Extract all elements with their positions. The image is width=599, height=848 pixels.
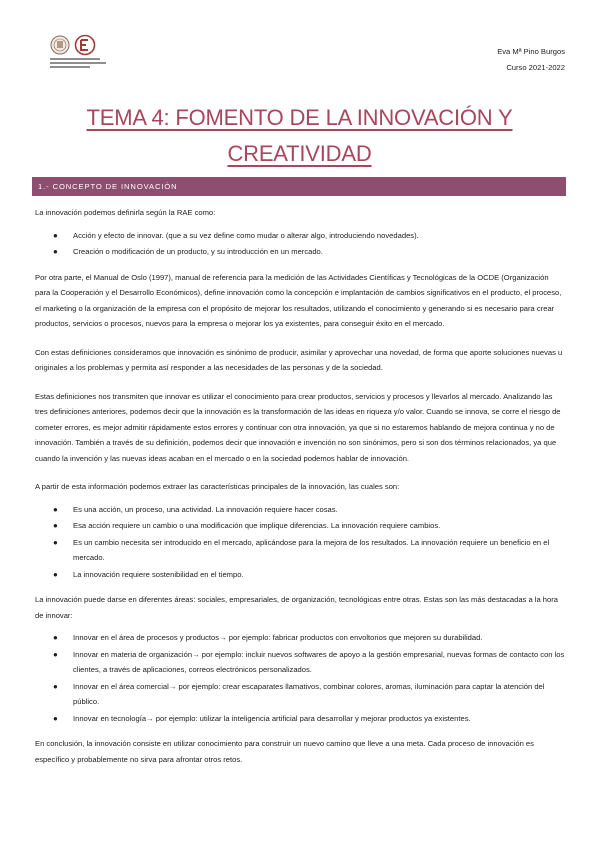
section-heading: 1.- CONCEPTO DE INNOVACIÓN — [32, 177, 566, 196]
innovation-areas-list — [35, 630, 565, 726]
page-title — [40, 100, 559, 172]
paragraph-analysis: Estas definiciones nos transmiten que innovar es utilizar el conocimiento para crear productos, servicios y procesos y llevarlos al mercado. Analizando las tres definiciones anteriores, podemos decir que la innovación es la transformación de las ideas en riqueza y/o valor. Cuando se innova, se corre el riesgo de cometer errores, es mejor admitir rápidamente estos errores y continuar con otra innovación, ya que si no estaremos hablando de mejora continua y no de innovación. También a través de su definición, podemos decir que innovación e invención no son sinónimos, pero si son dos términos relacionados, ya que cuando la invención y las nuevas ideas acaban en el mercado o en la sociedad podemos hablar de innovación. — [35, 391, 561, 463]
paragraph-oslo-manual: Por otra parte, el Manual de Oslo (1997), manual de referencia para la medición de las Actividades Científicas y Tecnológicas de la OCDE (Organización para la Cooperación y el Desarrollo Económicos), define innovación como la concepción e implantación de cambios significativos en el producto, el proceso, el marketing o la organización de la empresa con el propósito de mejorar los resultados, utilizando el conocimiento y generando si es necesario para crear productos, servicios o procesos, nuevos para la empresa o mejorar los ya existentes, para conseguir éxito en el mercado. — [35, 272, 562, 328]
document-body — [35, 205, 565, 780]
paragraph-areas-intro: La innovación puede darse en diferentes áreas: sociales, empresariales, de organización, tecnológicas entre otras. Estas son las más destacadas a la hora de innovar: — [35, 595, 559, 620]
list-item — [35, 711, 565, 727]
bullet-icon: ● — [53, 230, 58, 240]
bullet-icon: ● — [53, 569, 58, 579]
paragraph-rae-intro: La innovación podemos definirla según la RAE como: — [35, 208, 216, 217]
list-item — [35, 679, 565, 710]
bullet-icon: ● — [53, 537, 58, 547]
list-item — [35, 630, 565, 646]
course-year: Curso 2021-2022 — [506, 63, 565, 72]
list-item — [35, 647, 565, 678]
list-item — [35, 228, 565, 244]
paragraph-characteristics-intro: A partir de esta información podemos extraer las características principales de la innovación, las cuales son: — [35, 482, 400, 491]
bullet-icon: ● — [53, 649, 58, 659]
list-item — [35, 567, 565, 583]
author-name: Eva Mª Pino Burgos — [497, 47, 565, 56]
university-logo — [50, 33, 124, 71]
document-header — [497, 44, 565, 76]
bullet-icon: ● — [53, 681, 58, 691]
bullet-icon: ● — [53, 504, 58, 514]
list-item-text: Innovar en el área de procesos y productos→ por ejemplo: fabricar productos con envoltorios que mejoren su durabilidad. — [73, 633, 483, 642]
list-item-text: Innovar en el área comercial→ por ejemplo: crear escaparates llamativos, combinar colores, aromas, iluminación para captar la atención del público. — [73, 681, 545, 706]
list-item-text: Es un cambio necesita ser introducido en el mercado, aplicándose para la mejora de los resultados. La innovación requiere un beneficio en el mercado. — [73, 537, 550, 562]
list-item-text: Innovar en materia de organización→ por ejemplo: incluir nuevos softwares de apoyo a la gestión empresarial, nuevas formas de contacto con los clientes, a través de aplicaciones, correos electrónicos personalizados. — [73, 649, 565, 674]
bullet-icon: ● — [53, 713, 58, 723]
title-line-2: CREATIVIDAD — [227, 141, 372, 166]
list-item-text: Creación o modificación de un producto, y su introducción en un mercado. — [73, 247, 323, 256]
list-item-text: Acción y efecto de innovar. (que a su vez define como mudar o alterar algo, introduciendo novedades). — [73, 230, 419, 240]
list-item-text: Esa acción requiere un cambio o una modificación que implique diferencias. La innovación requiere cambios. — [73, 521, 441, 530]
list-item — [35, 244, 565, 260]
bullet-icon: ● — [53, 247, 58, 256]
paragraph-definitions: Con estas definiciones consideramos que innovación es sinónimo de producir, asimilar y aprovechar una novedad, de forma que aporte soluciones nuevas u originales a los problemas y permita así responder a las necesidades de las personas y de la sociedad. — [35, 347, 563, 372]
bullet-icon: ● — [53, 521, 58, 530]
list-item-text: Es una acción, un proceso, una actividad. La innovación requiere hacer cosas. — [73, 504, 338, 514]
list-item — [35, 502, 565, 518]
list-item — [35, 518, 565, 534]
characteristics-list — [35, 502, 565, 583]
rae-definitions-list — [35, 228, 565, 260]
list-item-text: La innovación requiere sostenibilidad en el tiempo. — [73, 569, 244, 579]
list-item — [35, 535, 565, 566]
paragraph-conclusion: En conclusión, la innovación consiste en utilizar conocimiento para construir un nuevo camino que lleve a una meta. Cada proceso de innovación es específico y probablemente no sirva para afrontar otros retos. — [35, 739, 534, 764]
title-line-1: TEMA 4: FOMENTO DE LA INNOVACIÓN Y — [86, 105, 513, 130]
list-item-text: Innovar en tecnología→ por ejemplo: utilizar la inteligencia artificial para desarrollar y mejorar productos ya existentes. — [73, 713, 471, 723]
bullet-icon: ● — [53, 633, 58, 642]
